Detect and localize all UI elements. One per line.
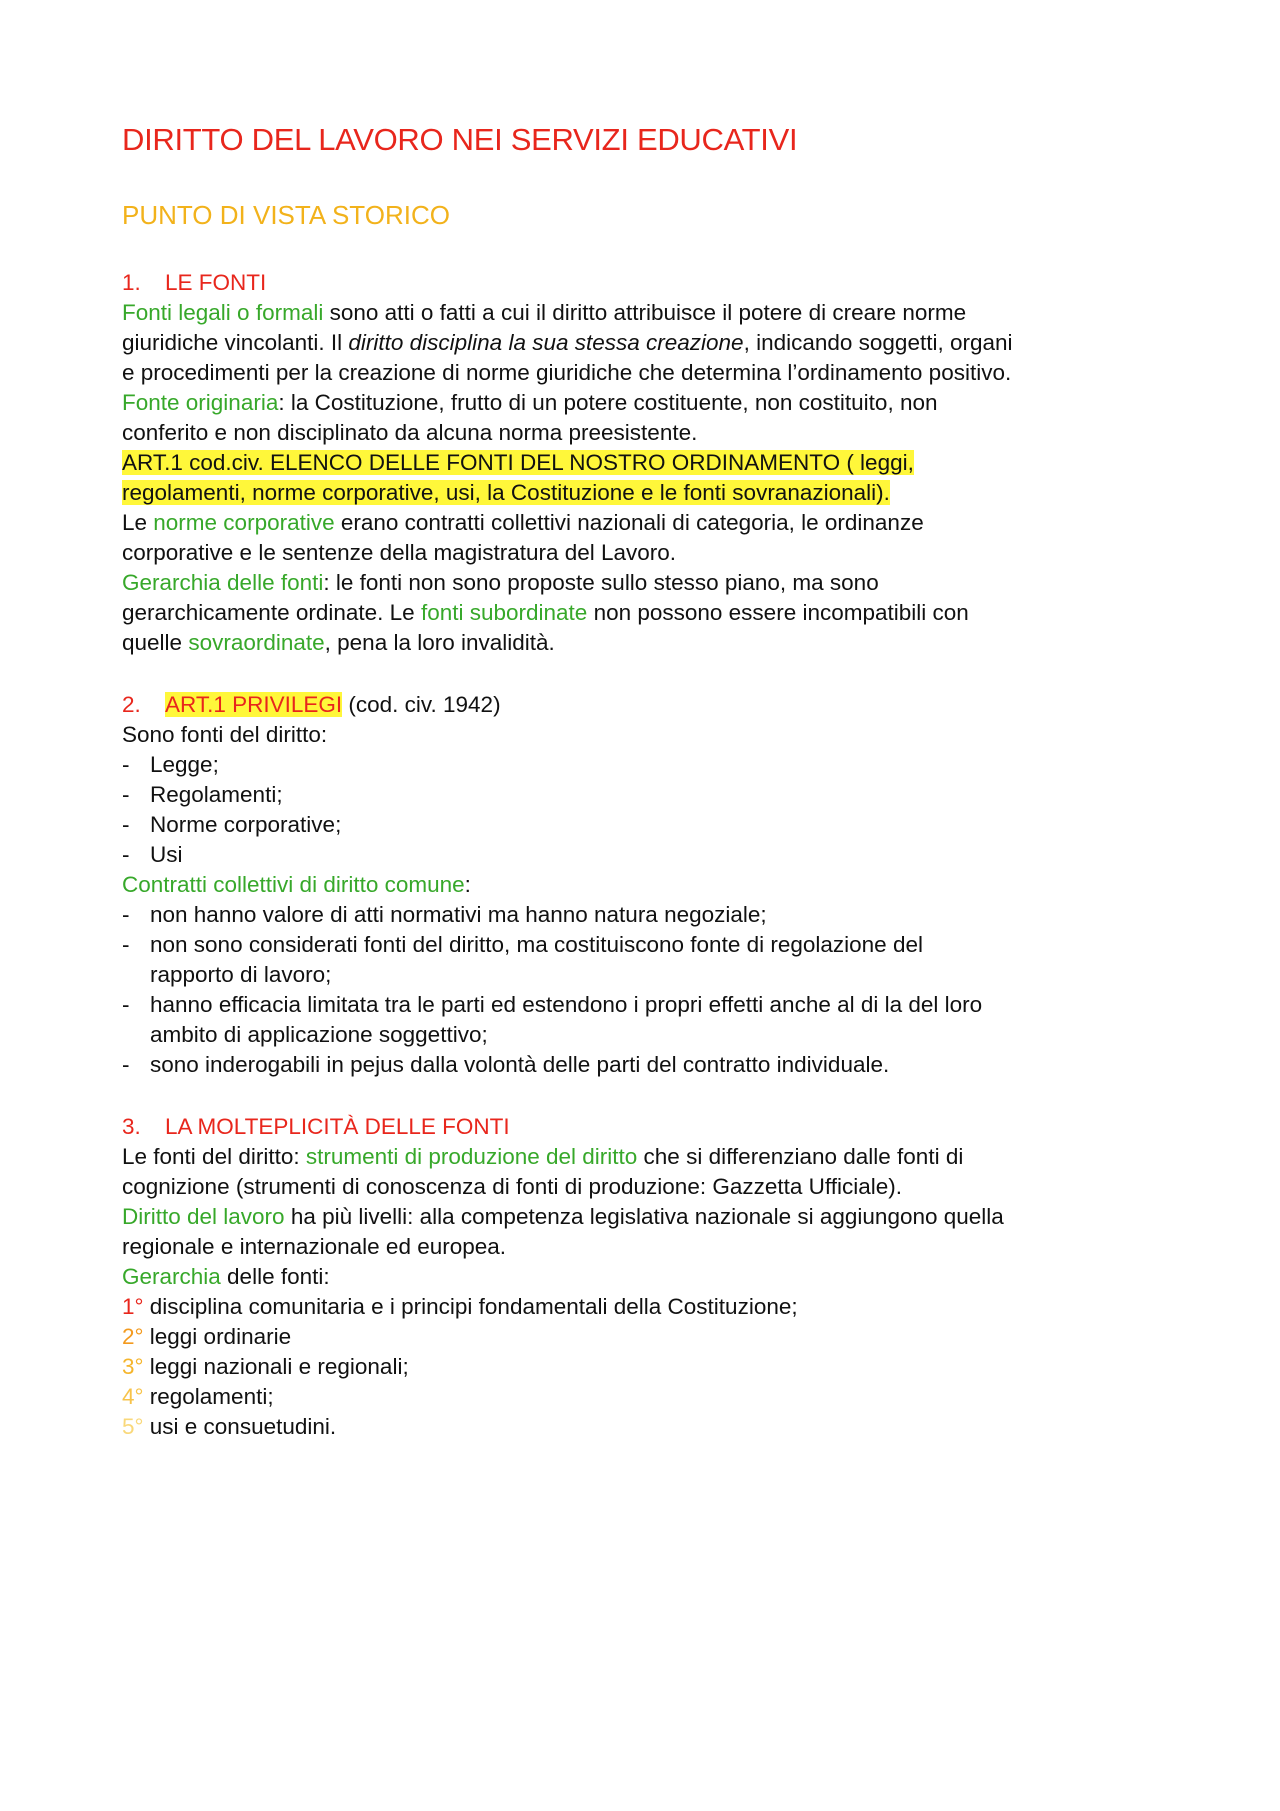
section-3-heading	[122, 1112, 1182, 1142]
paragraph-line	[122, 328, 1182, 358]
section-2-heading	[122, 690, 1182, 720]
paragraph-line	[122, 1142, 1182, 1172]
text-run: erano contratti collettivi nazionali di categoria, le ordinanze	[334, 510, 924, 535]
text-run: , indicando soggetti, organi	[743, 330, 1013, 355]
hierarchy-level	[122, 1412, 1182, 1442]
list-item: - Usi	[122, 840, 1182, 870]
level-text: leggi ordinarie	[143, 1324, 292, 1349]
highlighted-line	[122, 478, 1182, 508]
paragraph-line	[122, 598, 1182, 628]
section-heading-text: LE FONTI	[165, 270, 267, 295]
list-item: - Norme corporative;	[122, 810, 1182, 840]
paragraph-line	[122, 508, 1182, 538]
text-run: non possono essere incompatibili con	[587, 600, 969, 625]
text-run: : le fonti non sono proposte sullo stesso piano, ma sono	[323, 570, 879, 595]
highlighted-text: ART.1 cod.civ. ELENCO DELLE FONTI DEL NOSTRO ORDINAMENTO ( leggi,	[122, 450, 914, 475]
paragraph-line	[122, 568, 1182, 598]
text-run: delle fonti:	[220, 1264, 330, 1289]
list-item-continuation: ambito di applicazione soggettivo;	[150, 1022, 488, 1047]
paragraph-line: e procedimenti per la creazione di norme giuridiche che determina l’ordinamento positivo.	[122, 360, 1012, 385]
paragraph-line	[122, 1202, 1182, 1232]
text-run: Le	[122, 510, 154, 535]
paragraph-line: Sono fonti del diritto:	[122, 722, 328, 747]
document-title: DIRITTO DEL LAVORO NEI SERVIZI EDUCATIVI	[122, 122, 798, 157]
level-number: 5°	[122, 1414, 144, 1439]
list-item: - sono inderogabili in pejus dalla volontà delle parti del contratto individuale.	[122, 1050, 1182, 1080]
list-item: - Regolamenti;	[122, 780, 1182, 810]
section-heading-suffix: (cod. civ. 1942)	[342, 692, 501, 717]
level-number: 1°	[122, 1294, 144, 1319]
hierarchy-level	[122, 1352, 1182, 1382]
key-term: Gerarchia delle fonti	[122, 570, 324, 595]
section-3	[122, 1112, 1182, 1442]
section-1	[122, 268, 1182, 658]
list-item: - hanno efficacia limitata tra le parti ed estendono i propri effetti anche al di la del loro	[122, 990, 1182, 1020]
level-number: 2°	[122, 1324, 144, 1349]
text-run: ha più livelli: alla competenza legislativa nazionale si aggiungono quella	[284, 1204, 1004, 1229]
paragraph-line: cognizione (strumenti di conoscenza di fonti di produzione: Gazzetta Ufficiale).	[122, 1174, 902, 1199]
paragraph-line	[122, 628, 1182, 658]
section-heading-text: ART.1 PRIVILEGI	[165, 692, 343, 717]
document-subtitle: PUNTO DI VISTA STORICO	[122, 200, 450, 230]
paragraph-line	[122, 870, 1182, 900]
key-term: Fonte originaria	[122, 390, 279, 415]
section-1-heading	[122, 268, 1182, 298]
text-run: :	[464, 872, 471, 897]
text-run: gerarchicamente ordinate. Le	[122, 600, 421, 625]
text-run: giuridiche vincolanti. Il	[122, 330, 349, 355]
key-term: Gerarchia	[122, 1264, 221, 1289]
text-run: : la Costituzione, frutto di un potere costituente, non costituito, non	[278, 390, 938, 415]
highlighted-text: regolamenti, norme corporative, usi, la Costituzione e le fonti sovranazionali).	[122, 480, 890, 505]
level-text: regolamenti;	[143, 1384, 274, 1409]
italic-phrase: diritto disciplina la sua stessa creazione	[348, 330, 744, 355]
text-run: Le fonti del diritto:	[122, 1144, 306, 1169]
text-run: quelle	[122, 630, 189, 655]
key-term: strumenti di produzione del diritto	[305, 1144, 638, 1169]
paragraph-line: conferito e non disciplinato da alcuna norma preesistente.	[122, 420, 698, 445]
level-text: leggi nazionali e regionali;	[143, 1354, 409, 1379]
level-number: 4°	[122, 1384, 144, 1409]
key-term: sovraordinate	[188, 630, 325, 655]
paragraph-line	[122, 388, 1182, 418]
section-heading-text: LA MOLTEPLICITÀ DELLE FONTI	[165, 1114, 510, 1139]
list-item-continuation: rapporto di lavoro;	[150, 962, 332, 987]
section-number: 3.	[122, 1114, 141, 1139]
key-term: fonti subordinate	[420, 600, 588, 625]
text-run: che si differenziano dalle fonti di	[637, 1144, 964, 1169]
hierarchy-level	[122, 1292, 1182, 1322]
level-text: disciplina comunitaria e i principi fondamentali della Costituzione;	[143, 1294, 798, 1319]
highlighted-line	[122, 448, 1182, 478]
key-term: norme corporative	[153, 510, 335, 535]
list-item: - non hanno valore di atti normativi ma hanno natura negoziale;	[122, 900, 1182, 930]
section-number: 1.	[122, 270, 141, 295]
paragraph-line: corporative e le sentenze della magistratura del Lavoro.	[122, 540, 677, 565]
hierarchy-level	[122, 1322, 1182, 1352]
key-term: Fonti legali o formali	[122, 300, 324, 325]
paragraph-line	[122, 1262, 1182, 1292]
section-2	[122, 690, 1182, 1080]
key-term: Diritto del lavoro	[122, 1204, 285, 1229]
text-run: sono atti o fatti a cui il diritto attribuisce il potere di creare norme	[323, 300, 967, 325]
paragraph-line	[122, 298, 1182, 328]
list-item: - Legge;	[122, 750, 1182, 780]
paragraph-line: regionale e internazionale ed europea.	[122, 1234, 507, 1259]
list-item: - non sono considerati fonti del diritto, ma costituiscono fonte di regolazione del	[122, 930, 1182, 960]
text-run: , pena la loro invalidità.	[324, 630, 555, 655]
section-number: 2.	[122, 692, 141, 717]
key-term: Contratti collettivi di diritto comune	[122, 872, 465, 897]
level-text: usi e consuetudini.	[143, 1414, 337, 1439]
level-number: 3°	[122, 1354, 144, 1379]
hierarchy-level	[122, 1382, 1182, 1412]
